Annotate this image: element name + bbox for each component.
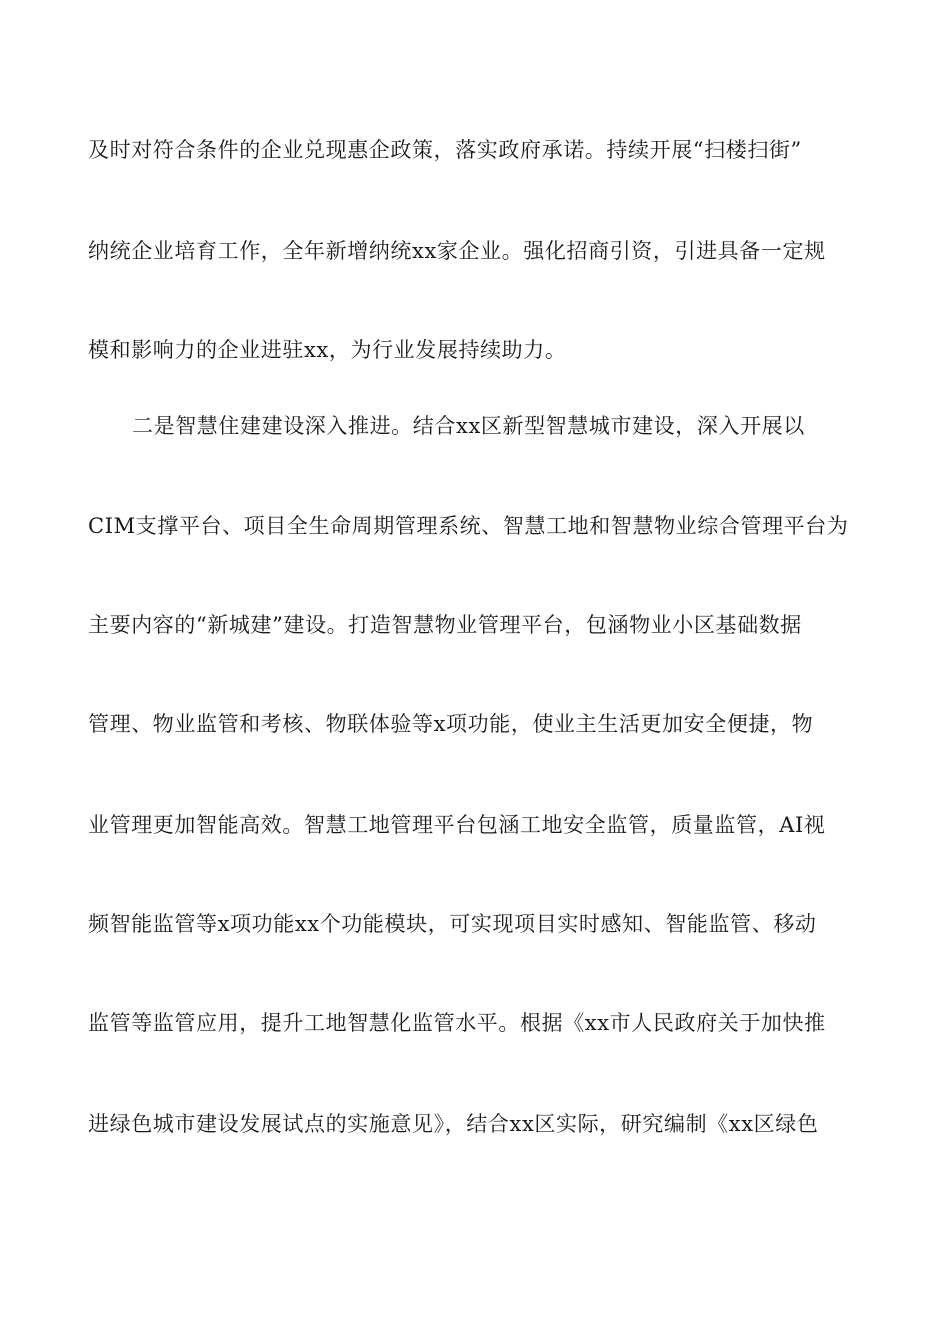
paragraph-line: 模和影响力的企业进驻xx，为行业发展持续助力。 — [88, 338, 567, 362]
paragraph-first-line: 二是智慧住建建设深入推进。结合xx区新型智慧城市建设，深入开展以 — [132, 414, 805, 438]
paragraph-line: 监管等监管应用，提升工地智慧化监管水平。根据《xx市人民政府关于加快推 — [88, 1011, 826, 1035]
paragraph-line: 纳统企业培育工作，全年新增纳统xx家企业。强化招商引资，引进具备一定规 — [88, 239, 826, 263]
paragraph-line: 频智能监管等x项功能xx个功能模块，可实现项目实时感知、智能监管、移动 — [88, 912, 817, 936]
paragraph-line: 管理、物业监管和考核、物联体验等x项功能，使业主生活更加安全便捷，物 — [88, 712, 814, 736]
paragraph-line: 进绿色城市建设发展试点的实施意见》，结合xx区实际，研究编制《xx区绿色 — [88, 1112, 819, 1136]
paragraph-line: 及时对符合条件的企业兑现惠企政策，落实政府承诺。持续开展“扫楼扫街” — [88, 138, 802, 162]
paragraph-line: 主要内容的“新城建”建设。打造智慧物业管理平台，包涵物业小区基础数据 — [88, 613, 802, 637]
paragraph-line: 业管理更加智能高效。智慧工地管理平台包涵工地安全监管，质量监管，AI视 — [88, 813, 826, 837]
paragraph-line: CIM支撑平台、项目全生命周期管理系统、智慧工地和智慧物业综合管理平台为 — [88, 514, 849, 538]
